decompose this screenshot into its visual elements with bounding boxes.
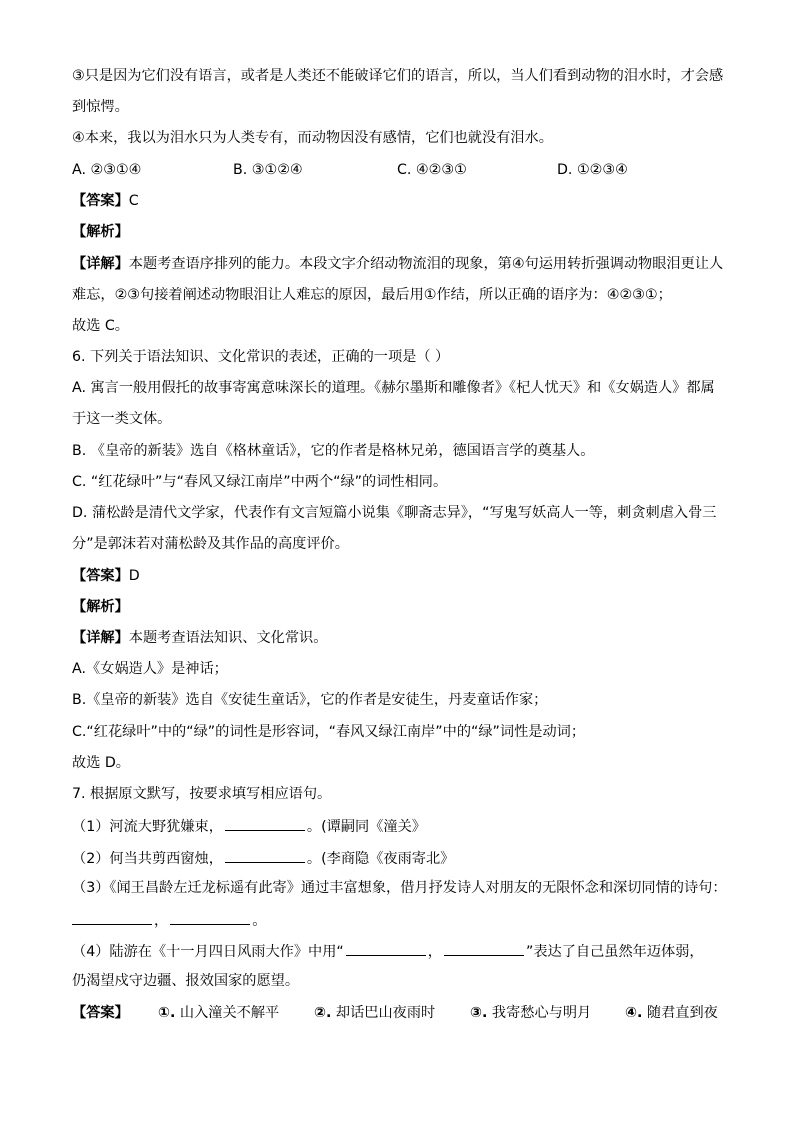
q6-stem: 6. 下列关于语法知识、文化常识的表述，正确的一项是（ ） — [72, 349, 450, 365]
q5-statement-3-line-2: 到惊愕。 — [72, 99, 129, 115]
q7-stem: 7. 根据原文默写，按要求填写相应语句。 — [72, 786, 332, 802]
sentence-text: （4）陆游在《十一月四日风雨大作》中用“ — [72, 944, 344, 960]
fill-blank — [346, 940, 426, 956]
q6-analysis-tag: 【解析】 — [72, 599, 129, 615]
answer-tag: 【答案】 — [72, 193, 129, 209]
q6-option-d-line-1: D. 蒲松龄是清代文学家，代表作有文言短篇小说集《聊斋志异》，“写鬼写妖高人一等，刺贪刺虐入骨三 — [72, 505, 717, 521]
answer-value: D — [128, 568, 140, 584]
answer-tag: 【答案】 — [72, 568, 129, 584]
sentence-text: ”表达了自己虽然年迈体弱， — [525, 944, 704, 960]
answer-number: ④. — [625, 1005, 643, 1021]
answer-item-2 — [314, 1003, 435, 1023]
answer-item-3 — [470, 1003, 591, 1023]
q5-conclusion: 故选 C。 — [72, 318, 129, 334]
answer-text: 却话巴山夜雨时 — [335, 1005, 436, 1021]
q5-detail-line-2: 难忘，②③句接着阐述动物眼泪让人难忘的原因，最后用①作结，所以正确的语序为：④②③①； — [72, 287, 672, 303]
detail-tag: 【详解】 — [72, 630, 129, 646]
q6-option-a-line-2: 于这一类文体。 — [72, 411, 172, 427]
answer-value: C — [128, 193, 139, 209]
q7-sentence-1 — [72, 815, 426, 837]
q5-option-a: A. ②③①④ — [72, 162, 142, 178]
q6-point-b: B.《皇帝的新装》选自《安徒生童话》，它的作者是安徒生，丹麦童话作家； — [72, 692, 548, 708]
fill-blank — [444, 940, 524, 956]
answer-item-4 — [625, 1003, 718, 1023]
detail-text: 本题考查语法知识、文化常识。 — [128, 630, 328, 646]
answer-text: 山入潼关不解平 — [179, 1005, 280, 1021]
answer-number: ①. — [158, 1005, 176, 1021]
q6-point-c: C.“红花绿叶”中的“绿”的词性是形容词，“春风又绿江南岸”中的“绿”词性是动词； — [72, 724, 586, 740]
q5-detail-line-1 — [72, 254, 723, 274]
fill-blank — [225, 815, 305, 831]
q5-option-b: B. ③①②④ — [233, 162, 303, 178]
q6-option-c: C. “红花绿叶”与“春风又绿江南岸”中两个“绿”的词性相同。 — [72, 474, 448, 490]
fill-blank — [72, 909, 152, 925]
q5-statement-4: ④本来，我以为泪水只为人类专有，而动物因没有感情，它们也就没有泪水。 — [72, 130, 553, 146]
q5-option-c: C. ④②③① — [397, 162, 467, 178]
detail-tag: 【详解】 — [72, 256, 129, 272]
q6-point-a: A.《女娲造人》是神话； — [72, 661, 228, 677]
answer-number: ②. — [314, 1005, 332, 1021]
q6-detail — [72, 628, 327, 648]
detail-text: 本题考查语序排列的能力。本段文字介绍动物流泪的现象，第④句运用转折强调动物眼泪更让人 — [128, 256, 724, 272]
fill-blank — [225, 847, 305, 863]
sentence-text: （2）何当共剪西窗烛， — [72, 851, 223, 867]
q5-statement-3-line-1: ③只是因为它们没有语言，或者是人类还不能破译它们的语言，所以，当人们看到动物的泪水时，才会感 — [72, 68, 724, 84]
answer-text: 随君直到夜 — [646, 1005, 718, 1021]
sentence-source: 。(谭嗣同《潼关》 — [306, 819, 426, 835]
q7-answer — [72, 1003, 732, 1023]
q7-sentence-2 — [72, 847, 454, 869]
answer-tag: 【答案】 — [72, 1005, 129, 1021]
q7-sentence-4-line-1 — [72, 940, 704, 962]
q5-options — [72, 160, 732, 180]
blank-separator: ， — [427, 944, 442, 960]
answer-text: 我寄愁心与明月 — [491, 1005, 592, 1021]
q6-conclusion: 故选 D。 — [72, 755, 130, 771]
q7-sentence-4-line-2: 仍渴望戍守边疆、报效国家的愿望。 — [72, 973, 300, 989]
blank-end: 。 — [252, 913, 267, 929]
q6-answer — [72, 566, 140, 586]
blank-separator: ， — [154, 913, 169, 929]
q6-option-b: B. 《皇帝的新装》选自《格林童话》，它的作者是格林兄弟，德国语言学的奠基人。 — [72, 443, 595, 459]
answer-item-1 — [158, 1003, 279, 1023]
q7-sentence-3-line-2 — [72, 909, 266, 931]
sentence-text: （1）河流大野犹嫌束， — [72, 819, 223, 835]
answer-number: ③. — [470, 1005, 488, 1021]
q5-answer — [72, 191, 139, 211]
q7-sentence-3-line-1: （3）《闻王昌龄左迁龙标遥有此寄》通过丰富想象，借月抒发诗人对朋友的无限怀念和深切同情的诗句： — [72, 880, 727, 896]
q5-analysis-tag: 【解析】 — [72, 224, 129, 240]
q5-option-d: D. ①②③④ — [557, 162, 628, 178]
fill-blank — [170, 909, 250, 925]
sentence-source: 。(李商隐《夜雨寄北》 — [306, 851, 455, 867]
q6-option-a-line-1: A. 寓言一般用假托的故事寄寓意味深长的道理。《赫尔墨斯和雕像者》《杞人忧天》和《女娲造人》都属 — [72, 380, 715, 396]
q6-option-d-line-2: 分”是郭沫若对蒲松龄及其作品的高度评价。 — [72, 536, 349, 552]
